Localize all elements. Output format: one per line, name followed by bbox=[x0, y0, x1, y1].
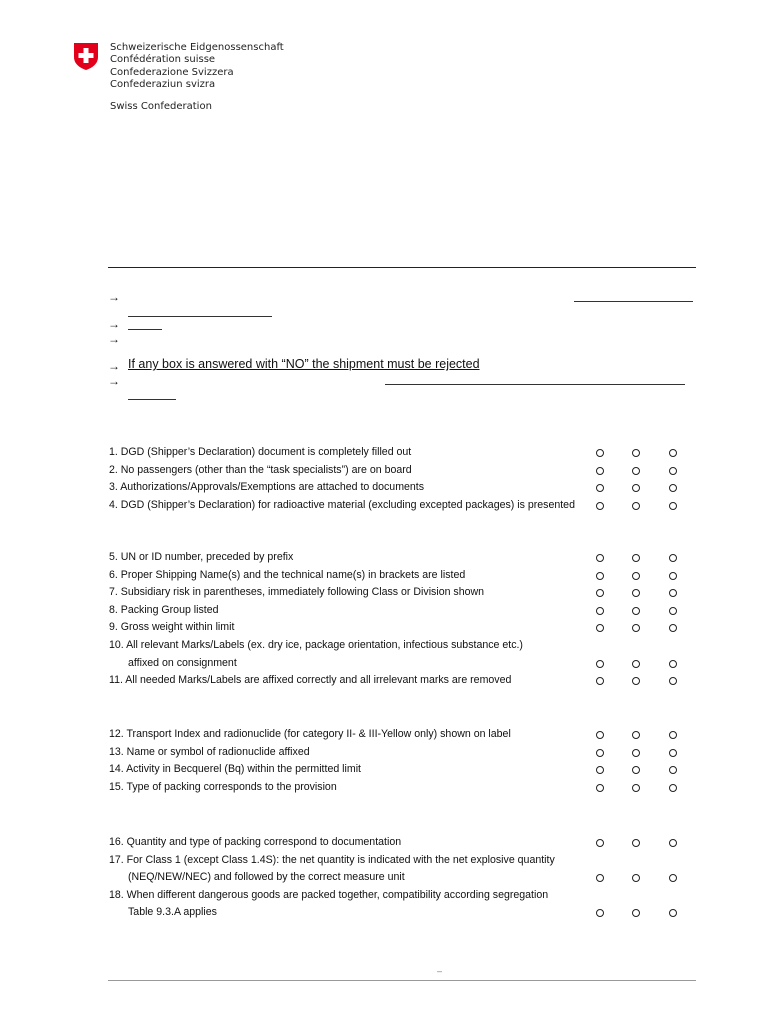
answer-radio-option-1[interactable] bbox=[596, 909, 604, 917]
blank-underline bbox=[128, 316, 272, 317]
answer-radio-option-1[interactable] bbox=[596, 607, 604, 615]
checklist-item-text: 7. Subsidiary risk in parentheses, immediately following Class or Division shown bbox=[109, 586, 485, 599]
org-line-rm: Confederaziun svizra bbox=[110, 79, 216, 91]
answer-radio-option-1[interactable] bbox=[596, 502, 604, 510]
blank-underline bbox=[128, 329, 162, 330]
answer-radio-option-1[interactable] bbox=[596, 589, 604, 597]
answer-radio-option-3[interactable] bbox=[669, 589, 677, 597]
checklist-item-text: 10. All relevant Marks/Labels (ex. dry ice, package orientation, infectious substance etc.) bbox=[109, 639, 523, 651]
arrow-bullet-5: → bbox=[108, 374, 120, 388]
answer-radio-option-2[interactable] bbox=[632, 749, 640, 757]
answer-radio-option-2[interactable] bbox=[632, 484, 640, 492]
swiss-coat-of-arms-logo bbox=[73, 42, 99, 71]
answer-radio-option-2[interactable] bbox=[632, 554, 640, 562]
answer-radio-option-2[interactable] bbox=[632, 766, 640, 774]
answer-radio-option-3[interactable] bbox=[669, 467, 677, 475]
arrow-bullet-3: → bbox=[108, 332, 120, 346]
answer-radio-option-3[interactable] bbox=[669, 766, 677, 774]
answer-radio-option-1[interactable] bbox=[596, 554, 604, 562]
answer-radio-option-2[interactable] bbox=[632, 502, 640, 510]
arrow-bullet-2: → bbox=[108, 317, 120, 331]
answer-radio-option-3[interactable] bbox=[669, 449, 677, 457]
answer-radio-option-2[interactable] bbox=[632, 467, 640, 475]
blank-underline bbox=[128, 399, 176, 400]
checklist-item-text-continued: (NEQ/NEW/NEC) and followed by the correct measure unit bbox=[128, 871, 405, 884]
answer-radio-option-1[interactable] bbox=[596, 572, 604, 580]
answer-radio-option-2[interactable] bbox=[632, 677, 640, 685]
answer-radio-option-1[interactable] bbox=[596, 449, 604, 457]
organization-name-block bbox=[110, 42, 284, 113]
answer-radio-option-2[interactable] bbox=[632, 449, 640, 457]
checklist-item-text: 1. DGD (Shipper’s Declaration) document is completely filled out bbox=[109, 446, 412, 458]
answer-radio-option-1[interactable] bbox=[596, 677, 604, 685]
checklist-item-text-continued: Table 9.3.A applies bbox=[128, 906, 217, 919]
answer-radio-option-3[interactable] bbox=[669, 677, 677, 685]
answer-radio-option-3[interactable] bbox=[669, 874, 677, 882]
answer-radio-option-3[interactable] bbox=[669, 502, 677, 510]
answer-radio-option-2[interactable] bbox=[632, 624, 640, 632]
answer-radio-option-2[interactable] bbox=[632, 731, 640, 739]
answer-radio-option-2[interactable] bbox=[632, 839, 640, 847]
answer-radio-option-2[interactable] bbox=[632, 784, 640, 792]
answer-radio-option-3[interactable] bbox=[669, 731, 677, 739]
answer-radio-option-3[interactable] bbox=[669, 484, 677, 492]
answer-radio-option-2[interactable] bbox=[632, 874, 640, 882]
footer-divider bbox=[108, 980, 696, 981]
org-line-fr: Confédération suisse bbox=[110, 54, 216, 66]
answer-radio-option-1[interactable] bbox=[596, 874, 604, 882]
rejection-notice: If any box is answered with “NO” the shipment must be rejected bbox=[128, 357, 480, 371]
arrow-bullet-1: → bbox=[108, 290, 120, 304]
answer-radio-option-3[interactable] bbox=[669, 784, 677, 792]
arrow-bullet-4: → bbox=[108, 359, 120, 373]
checklist-item-text: 3. Authorizations/Approvals/Exemptions are attached to documents bbox=[109, 481, 425, 494]
answer-radio-option-1[interactable] bbox=[596, 784, 604, 792]
blank-underline bbox=[385, 384, 685, 385]
checklist-item-text: 2. No passengers (other than the “task specialists”) are on board bbox=[109, 463, 412, 476]
checklist-item-text: 5. UN or ID number, preceded by prefix bbox=[109, 551, 294, 563]
answer-radio-option-1[interactable] bbox=[596, 766, 604, 774]
answer-radio-option-1[interactable] bbox=[596, 731, 604, 739]
answer-radio-option-1[interactable] bbox=[596, 660, 604, 668]
answer-radio-option-3[interactable] bbox=[669, 909, 677, 917]
org-line-de: Schweizerische Eidgenossenschaft bbox=[110, 42, 284, 53]
org-line-it: Confederazione Svizzera bbox=[110, 66, 234, 78]
answer-radio-option-2[interactable] bbox=[632, 572, 640, 580]
answer-radio-option-3[interactable] bbox=[669, 749, 677, 757]
answer-radio-option-1[interactable] bbox=[596, 467, 604, 475]
checklist-item-text-continued: affixed on consignment bbox=[128, 656, 237, 669]
answer-radio-option-2[interactable] bbox=[632, 607, 640, 615]
answer-radio-option-3[interactable] bbox=[669, 607, 677, 615]
checklist-item-text: 13. Name or symbol of radionuclide affixed bbox=[109, 745, 310, 758]
answer-radio-option-1[interactable] bbox=[596, 839, 604, 847]
checklist-item-text: 6. Proper Shipping Name(s) and the technical name(s) in brackets are listed bbox=[109, 568, 466, 581]
answer-radio-option-2[interactable] bbox=[632, 660, 640, 668]
footer-page-marker: – bbox=[437, 966, 443, 976]
org-line-en: Swiss Confederation bbox=[110, 100, 212, 112]
checklist-item-text: 9. Gross weight within limit bbox=[109, 621, 235, 634]
answer-radio-option-3[interactable] bbox=[669, 839, 677, 847]
checklist-item-text: 8. Packing Group listed bbox=[109, 603, 219, 616]
answer-radio-option-2[interactable] bbox=[632, 589, 640, 597]
checklist-item-text: 18. When different dangerous goods are packed together, compatibility according segregation bbox=[109, 888, 549, 901]
answer-radio-option-3[interactable] bbox=[669, 572, 677, 580]
checklist-item-text: 4. DGD (Shipper’s Declaration) for radioactive material (excluding excepted packages) is presented bbox=[109, 498, 575, 511]
answer-radio-option-1[interactable] bbox=[596, 749, 604, 757]
answer-radio-option-3[interactable] bbox=[669, 660, 677, 668]
checklist-item-text: 17. For Class 1 (except Class 1.4S): the net quantity is indicated with the net explosive quantity bbox=[109, 853, 555, 866]
blank-underline bbox=[574, 301, 693, 302]
answer-radio-option-1[interactable] bbox=[596, 624, 604, 632]
answer-radio-option-2[interactable] bbox=[632, 909, 640, 917]
checklist-item-text: 11. All needed Marks/Labels are affixed correctly and all irrelevant marks are removed bbox=[109, 674, 512, 687]
answer-radio-option-3[interactable] bbox=[669, 554, 677, 562]
checklist-item-text: 14. Activity in Becquerel (Bq) within the permitted limit bbox=[109, 763, 361, 776]
checklist-item-text: 15. Type of packing corresponds to the provision bbox=[109, 780, 337, 793]
checklist-item-text: 12. Transport Index and radionuclide (for category II- & III-Yellow only) shown on label bbox=[109, 728, 511, 740]
checklist-item-text: 16. Quantity and type of packing correspond to documentation bbox=[109, 836, 402, 848]
header-divider bbox=[108, 267, 696, 268]
answer-radio-option-1[interactable] bbox=[596, 484, 604, 492]
answer-radio-option-3[interactable] bbox=[669, 624, 677, 632]
